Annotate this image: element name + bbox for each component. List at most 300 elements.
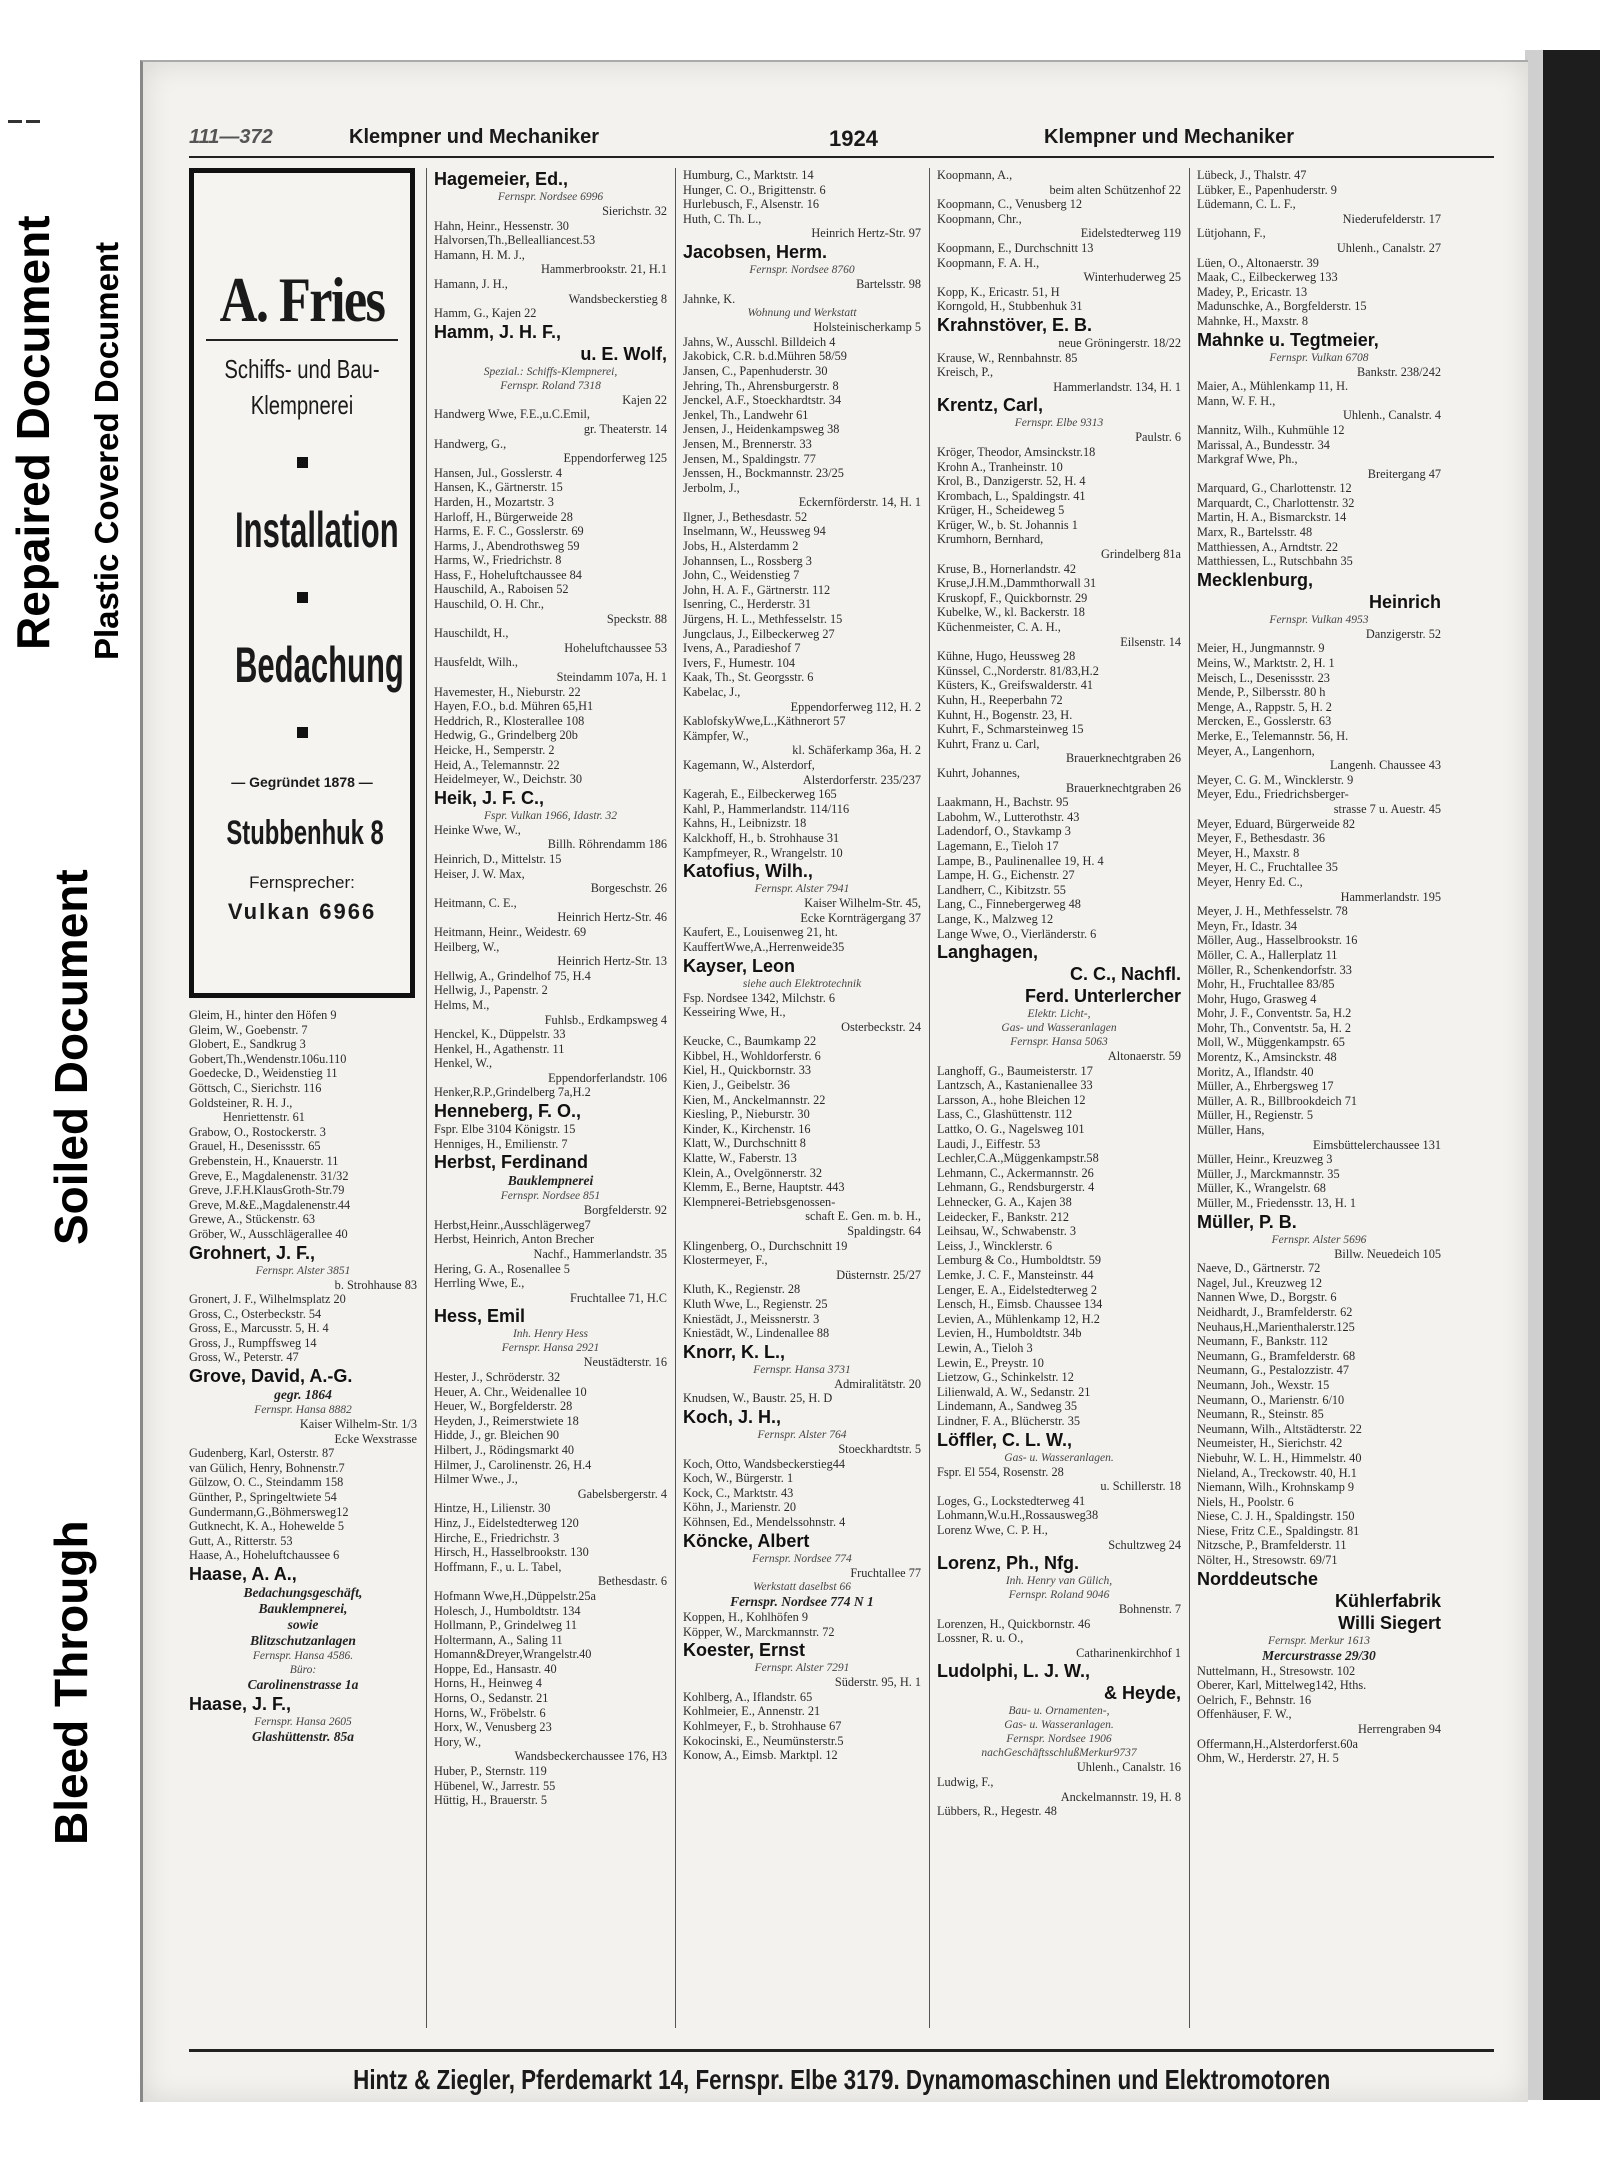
directory-entry: Havemester, H., Nieburstr. 22 [434,684,581,699]
directory-entry: Fspr. El 554, Rosenstr. 28 [937,1464,1064,1479]
directory-entry: Kniestädt, J., Meissnerstr. 3 [683,1311,820,1326]
directory-entry: Knudsen, W., Baustr. 25, H. D [683,1391,833,1406]
directory-entry: Krol, B., Danzigerstr. 52, H. 4 [937,474,1086,489]
directory-entry: Bartelsstr. 98 [856,276,921,291]
directory-entry: Anckelmannstr. 19, H. 8 [1060,1789,1181,1804]
directory-entry: Jenssen, H., Bockmannstr. 23/25 [683,466,844,481]
directory-entry: Hansen, Jul., Gosslerstr. 4 [434,465,563,480]
directory-entry: Kabelac, J., [683,685,741,699]
directory-entry: Herbst, Heinrich, Anton Brecher [434,1232,595,1247]
directory-entry: Henniges, H., Emilienstr. 7 [434,1136,568,1151]
directory-entry: Hunger, C. O., Brigittenstr. 6 [683,182,826,197]
directory-entry: Hollmann, P., Grindelweg 11 [434,1618,577,1633]
directory-entry: Hilbert, J., Rödingsmarkt 40 [434,1442,575,1457]
directory-entry: John, H. A. F., Gärtnerstr. 112 [683,582,831,597]
directory-entry: Müller, Heinr., Kreuzweg 3 [1197,1152,1333,1167]
directory-entry: Alsterdorferstr. 235/237 [802,772,921,787]
entry-detail: Fernspr. Alster 7291 [754,1662,850,1675]
directory-entry: Hidde, J., gr. Bleichen 90 [434,1428,559,1443]
directory-entry: Catharinenkirchhof 1 [1076,1645,1181,1660]
directory-entry: Haase, A., Hoheluftchaussee 6 [189,1548,340,1563]
directory-entry: Kniestädt, W., Lindenallee 88 [683,1326,830,1341]
directory-entry: Offermann,H.,Alsterdorferst.60a [1197,1736,1358,1751]
label-soiled: Soiled Document [45,869,97,1245]
directory-entry: Steindamm 107a, H. 1 [556,670,667,685]
directory-entry: Fspr. Elbe 3104 Königstr. 15 [434,1122,576,1137]
directory-entry: Meyer, H. C., Fruchtallee 35 [1197,860,1338,875]
directory-entry: Herrengraben 94 [1358,1722,1441,1737]
entry-heading: Knorr, K. L., [683,1341,786,1362]
directory-entry: Handwerg Wwe, F.E.,u.C.Emil, [434,407,591,422]
directory-entry: Hayen, F.O., b.d. Mühren 65,H1 [434,699,594,714]
ad-phone-label: Fernsprecher: [249,873,355,892]
label-plastic: Plastic Covered Document [88,241,125,660]
directory-entry: Gross, W., Peterstr. 47 [189,1350,299,1365]
directory-entry: Larsson, A., hohe Bleichen 12 [937,1092,1086,1107]
directory-entry: Lindner, F. A., Blücherstr. 35 [937,1413,1080,1428]
directory-entry: Lewin, A., Tieloh 3 [937,1340,1033,1355]
directory-entry: Müller, A., Ehrbergsweg 17 [1197,1079,1334,1094]
directory-entry: Ladendorf, O., Stavkamp 3 [937,824,1071,839]
directory-entry: Lange, K., Malzweg 12 [937,911,1054,926]
directory-entry: Holsteinischerkamp 5 [813,320,921,335]
column-4 [937,168,1181,2028]
entry-heading: C. C., Nachfl. [1069,964,1181,985]
directory-entry: Gabelsbergerstr. 4 [577,1486,667,1501]
directory-entry: Kibbel, H., Wohldorferstr. 6 [683,1048,821,1063]
directory-entry: Kien, M., Anckelmannstr. 22 [683,1092,826,1107]
directory-entry: Marquard, G., Charlottenstr. 12 [1197,481,1352,496]
directory-entry: Lorenzen, H., Quickbornstr. 46 [937,1616,1091,1631]
directory-entry: Hedwig, G., Grindelberg 20b [434,728,578,743]
directory-entry: Mannitz, Wilh., Kuhmühle 12 [1197,422,1345,437]
directory-entry: Spaldingstr. 64 [847,1224,921,1238]
directory-entry: Uhlenh., Canalstr. 27 [1336,240,1441,255]
directory-entry: Hamm, G., Kajen 22 [434,306,537,321]
entry-detail: Fernspr. Elbe 9313 [1014,417,1104,430]
entry-detail: Bau- u. Ornamenten-, [1008,1705,1110,1718]
directory-entry: strasse 7 u. Auestr. 45 [1333,801,1441,816]
directory-entry: Jenckel, A.F., Stoeckhardtstr. 34 [683,393,842,408]
directory-entry: Hauschild, O. H. Chr., [434,597,544,612]
directory-entry: Kühne, Hugo, Heussweg 28 [937,649,1076,664]
directory-entry: Lohmann,W.u.H.,Rossausweg38 [937,1508,1099,1523]
ad-bullet [297,592,308,603]
entry-heading: Hagemeier, Ed., [434,169,569,189]
page-header [189,124,1494,158]
directory-entry: Globert, E., Sandkrug 3 [189,1037,306,1052]
ad-rule [206,339,398,341]
directory-entry: Kaufert, E., Louisenweg 21, ht. [683,925,838,940]
directory-entry: Horns, O., Sedanstr. 21 [434,1691,549,1706]
directory-entry: Markgraf Wwe, Ph., [1197,452,1298,467]
entry-detail: Fernspr. Hansa 5063 [1010,1036,1108,1049]
directory-entry: Klein, A., Ovelgönnerstr. 32 [683,1165,823,1180]
directory-entry: Kruskopf, F., Quickbornstr. 29 [937,590,1088,605]
directory-entry: Greve, J.F.H.KlausGroth-Str.79 [189,1183,345,1198]
directory-entry: Merke, E., Telemannstr. 56, H. [1197,729,1349,743]
directory-entry: Konow, A., Eimsb. Marktpl. 12 [683,1748,838,1763]
directory-entry: Goedecke, D., Weidenstieg 11 [189,1066,338,1081]
directory-entry: Günther, P., Springeltwiete 54 [189,1490,337,1505]
directory-entry: Kuhnt, H., Bogenstr. 23, H. [937,707,1073,722]
directory-entry: Ivers, F., Humestr. 104 [683,655,796,670]
directory-entry: Klatte, W., Faberstr. 13 [683,1151,797,1166]
footer-advertisement [189,2049,1494,2096]
directory-entry: Mohr, J. F., Conventstr. 5a, H.2 [1197,1006,1352,1021]
entry-detail: Gas- u. Wasseranlagen. [1004,1451,1114,1464]
directory-entry: Kahl, P., Hammerlandstr. 114/116 [683,801,850,816]
directory-entry: Jerbolm, J., [683,480,740,495]
label-repaired: Repaired Document [7,215,59,650]
entry-detail: Fernspr. Nordsee 6996 [497,191,604,203]
margin-tick [8,120,22,123]
directory-entry: Harden, H., Mozartstr. 3 [434,494,554,509]
directory-entry: Kohlmeyer, F., b. Strohhause 67 [683,1719,842,1734]
directory-entry: Heidelmeyer, W., Deichstr. 30 [434,772,583,787]
entry-heading: Koester, Ernst [683,1640,806,1661]
directory-entry: Lagemann, E., Tieloh 17 [937,838,1059,853]
directory-entry: Gronert, J. F., Wilhelmsplatz 20 [189,1292,346,1307]
entry-heading: Mecklenburg, [1197,569,1314,590]
entry-detail: Bauklempnerei [507,1173,594,1189]
ad-line2: Klempnerei [250,390,354,420]
directory-entry: Helms, M., [434,997,490,1012]
entry-heading: Hamm, J. H. F., [434,321,562,342]
directory-entry: Herbst,Heinr.,Ausschlägerweg7 [434,1217,591,1232]
directory-entry: Krüger, H., Scheideweg 5 [937,503,1065,518]
directory-entry: Heinrich, D., Mittelstr. 15 [434,851,562,866]
directory-entry: Matthiessen, L., Rutschbahn 35 [1197,554,1353,569]
directory-entry: Naeve, D., Gärtnerstr. 72 [1197,1261,1321,1276]
entry-heading: Haase, J. F., [189,1694,292,1714]
directory-entry: Lewin, E., Preystr. 10 [937,1355,1044,1370]
directory-entry: Lehmann, G., Rendsburgerstr. 4 [937,1180,1095,1195]
directory-entry: Martin, H. A., Bismarckstr. 14 [1197,510,1347,525]
directory-entry: Eckernförderstr. 14, H. 1 [798,495,921,510]
directory-entry: Klemm, E., Berne, Hauptstr. 443 [683,1180,845,1195]
entry-heading: Mahnke u. Tegtmeier, [1197,329,1379,350]
directory-entry: u. Schillerstr. 18 [1100,1479,1181,1494]
directory-entry: Jobs, H., Alsterdamm 2 [683,539,799,554]
directory-entry: Hofmann Wwe,H.,Düppelstr.25a [434,1588,596,1603]
directory-entry: Müller, A. R., Billbrookdeich 71 [1197,1093,1358,1108]
directory-entry: Kagemann, W., Alsterdorf, [683,757,815,772]
entry-detail: Carolinenstrasse 1a [247,1677,359,1692]
advertisement-box [189,168,415,998]
entry-detail: Fernspr. Merkur 1613 [1268,1634,1370,1647]
directory-entry: Möller, R., Schenkendorfstr. 33 [1197,962,1352,977]
directory-entry: Niebuhr, W. L. H., Himmelstr. 40 [1197,1450,1362,1465]
directory-entry: Heinrich Hertz-Str. 13 [557,954,667,969]
directory-entry: Meyer, H., Maxstr. 8 [1197,845,1300,860]
directory-entry: Hauschildt, H., [434,626,509,641]
entry-heading: Langhagen, [937,942,1039,963]
directory-entry: Ivens, A., Paradieshof 7 [683,641,801,656]
directory-entry: Kahns, H., Leibnizstr. 18 [683,816,807,831]
directory-entry: Meyer, Henry Ed. C., [1197,874,1303,889]
directory-entry: Hauschild, A., Raboisen 52 [434,582,569,597]
entry-detail: Fernspr. Alster 3851 [255,1264,351,1277]
directory-entry: Hinz, J., Eidelstedterweg 120 [434,1515,579,1530]
directory-entry: Lehmann, C., Ackermannstr. 26 [937,1165,1094,1180]
entry-heading: Henneberg, F. O., [434,1101,582,1122]
entry-detail: Fernspr. Alster 5696 [1271,1233,1367,1246]
directory-entry: schaft E. Gen. m. b. H., [805,1209,921,1224]
directory-entry: Kuhrt, Franz u. Carl, [937,736,1040,751]
directory-entry: Grauel, H., Desenissstr. 65 [189,1139,321,1154]
entry-heading: Krahnstöver, E. B. [937,314,1093,335]
directory-entry: Wandsbeckerchaussee 176, H3 [514,1749,667,1764]
entry-detail: Fernspr. Vulkan 4953 [1269,613,1369,626]
directory-entry: Levien, A., Mühlenkamp 12, H.2 [937,1311,1100,1326]
directory-entry: Kien, J., Geibelstr. 36 [683,1078,790,1093]
entry-heading: Herbst, Ferdinand [434,1152,589,1173]
directory-entry: Neumann, Wilh., Altstädterstr. 22 [1197,1421,1362,1436]
ad-service-installation: Installation [235,502,399,558]
directory-entry: Kuhrt, Johannes, [937,765,1020,780]
entry-detail: Fernspr. Roland 7318 [500,379,601,392]
entry-heading: Kayser, Leon [683,955,796,976]
column-5 [1197,168,1441,2028]
directory-entry: van Gülich, Henry, Bohnenstr.7 [189,1460,345,1475]
directory-columns [189,168,1494,2038]
directory-entry: Lensch, H., Eimsb. Chaussee 134 [937,1297,1103,1312]
directory-entry: Nagel, Jul., Kreuzweg 12 [1197,1275,1322,1290]
directory-entry: Jungclaus, J., Eilbeckerweg 27 [683,626,835,641]
directory-entry: Kock, C., Marktstr. 43 [683,1485,794,1500]
directory-entry: Neumann, R., Steinstr. 85 [1197,1407,1324,1422]
entry-detail: Wohnung und Werkstatt [747,307,857,320]
header-year: 1924 [829,126,878,151]
directory-entry: Lilienwald, A. W., Sedanstr. 21 [937,1384,1091,1399]
directory-entry: Gobert,Th.,Wendenstr.106u.110 [189,1051,347,1066]
entry-heading: Lorenz, Ph., Nfg. [937,1553,1079,1574]
entry-detail: Gas- und Wasseranlagen [1001,1022,1117,1035]
directory-entry: Langhoff, G., Baumeisterstr. 17 [937,1063,1093,1078]
directory-entry: Grabow, O., Rostockerstr. 3 [189,1124,326,1139]
directory-entry: Kopp, K., Ericastr. 51, H [937,284,1060,299]
entry-heading: Hess, Emil [434,1306,526,1327]
directory-entry: Lang, C., Finnebergerweg 48 [937,897,1081,912]
directory-entry: Gleim, H., hinter den Höfen 9 [189,1008,337,1022]
entry-detail: Bedachungsgeschäft, [243,1585,363,1600]
next-page-edge [1525,50,1600,2100]
directory-entry: Levien, H., Humboldtstr. 34b [937,1326,1082,1341]
directory-entry: Eppendorferweg 125 [563,451,667,466]
directory-entry: Neustädterstr. 16 [583,1355,667,1370]
ad-company-name: A. Fries [219,264,385,335]
directory-entry: Hansen, K., Gärtnerstr. 15 [434,480,563,495]
directory-entry: Leihsau, W., Schwabenstr. 3 [937,1224,1077,1239]
directory-entry: Klostermeyer, F., [683,1253,768,1268]
directory-entry: Neuhaus,H.,Marienthalerstr.125 [1197,1319,1355,1334]
directory-entry: Müller, M., Friedensstr. 13, H. 1 [1197,1196,1357,1210]
entry-detail: Elektr. Licht-, [1027,1008,1091,1021]
directory-entry: Meyer, A., Langenhorn, [1197,743,1315,758]
directory-entry: Offenhäuser, F. W., [1197,1707,1292,1722]
directory-entry: Langenh. Chaussee 43 [1330,758,1441,773]
directory-entry: Heitmann, Heinr., Weidestr. 69 [434,924,587,939]
directory-entry: Gross, J., Rumpffsweg 14 [189,1335,317,1350]
entry-detail: Gas- u. Wasseranlagen. [1004,1719,1114,1732]
margin-tick [26,120,40,123]
directory-entry: Bankstr. 238/242 [1356,364,1441,379]
entry-detail: Fernspr. Alster 7941 [754,883,850,896]
directory-entry: Müller, J., Marckmannstr. 35 [1197,1166,1340,1181]
entry-detail: Bauklempnerei, [258,1601,348,1616]
directory-entry: Lüdemann, C. L. F., [1197,197,1296,212]
entry-heading: Löffler, C. L. W., [937,1429,1072,1450]
directory-entry: Hintze, H., Lilienstr. 30 [434,1501,551,1516]
directory-entry: Gutknecht, K. A., Hohewelde 5 [189,1519,345,1534]
directory-entry: Nieland, A., Treckowstr. 40, H.1 [1197,1465,1357,1480]
directory-entry: Jahns, W., Ausschl. Billdeich 4 [683,334,836,349]
directory-entry: Göttsch, C., Sierichstr. 116 [189,1080,322,1095]
directory-entry: Uhlenh., Canalstr. 16 [1076,1760,1181,1775]
directory-entry: Moritz, A., Iflandstr. 40 [1197,1064,1314,1079]
directory-entry: Grewe, A., Stückenstr. 63 [189,1212,316,1227]
directory-entry: Müller, Hans, [1197,1123,1265,1138]
directory-entry: Maier, A., Mühlenkamp 11, H. [1197,379,1349,394]
directory-entry: Loges, G., Lockstedterweg 41 [937,1493,1086,1508]
directory-entry: Müller, K., Wrangelstr. 68 [1197,1181,1326,1196]
directory-entry: Handwerg, G., [434,436,507,451]
directory-entry: Ecke Wexstrasse [334,1431,417,1446]
directory-entry: Paulstr. 6 [1135,430,1181,445]
directory-entry: Korngold, H., Stubbenhuk 31 [937,299,1083,314]
directory-entry: Lübbers, R., Hegestr. 48 [937,1804,1057,1819]
directory-entry: Fruchtallee 71, H.C [570,1290,667,1305]
header-title-left: Klempner und Mechaniker [349,126,600,148]
directory-entry: Danzigerstr. 52 [1365,626,1441,641]
entry-detail: Büro: [289,1664,317,1676]
directory-entry: Kalckhoff, H., b. Strohhause 31 [683,830,840,845]
entry-heading: Ludolphi, L. J. W., [937,1661,1090,1682]
directory-entry: Meyer, J. H., Methfesselstr. 78 [1197,904,1348,919]
directory-entry: Kuhrt, F., Schmarsteinweg 15 [937,722,1084,737]
directory-entry: Jensen, M., Spaldingstr. 77 [683,451,816,466]
directory-entry: Hammerlandstr. 134, H. 1 [1053,379,1181,394]
directory-entry: Hausfeldt, Wilh., [434,655,518,670]
directory-entry: Krombach, L., Spaldingstr. 41 [937,488,1086,503]
directory-entry: Hester, J., Schröderstr. 32 [434,1370,561,1384]
entry-detail: Glashüttenstr. 85a [251,1729,355,1744]
directory-entry: Kröger, Theodor, Amsinckstr.18 [937,444,1096,459]
directory-entry: Lübeck, J., Thalstr. 47 [1197,168,1307,182]
entry-heading: Müller, P. B. [1197,1211,1297,1232]
directory-entry: Mohr, H., Fruchtallee 83/85 [1197,977,1335,992]
directory-entry: Gleim, W., Goebenstr. 7 [189,1022,308,1037]
column-rule [929,168,930,2028]
directory-entry: Brauerknechtgraben 26 [1065,751,1181,766]
directory-entry: Humburg, C., Marktstr. 14 [683,168,814,182]
directory-entry: Koopmann, Chr., [937,211,1022,226]
entry-detail: Fernspr. Nordsee 8760 [749,263,855,276]
directory-entry: Grebenstein, H., Knauerstr. 11 [189,1153,339,1168]
directory-entry: Goldsteiner, R. H. J., [189,1095,293,1110]
directory-entry: Eimsbüttelerchaussee 131 [1312,1137,1441,1152]
directory-entry: Koopmann, A., [937,168,1013,182]
directory-entry: Heinke Wwe, W., [434,822,521,837]
column-1 [189,168,417,2028]
directory-entry: Harloff, H., Bürgerweide 28 [434,509,573,524]
directory-entry: Greve, M.&E.,Magdalenenstr.44 [189,1197,351,1212]
directory-entry: Jürgens, H. L., Methfesselstr. 15 [683,612,843,627]
directory-entry: Heuer, A. Chr., Weidenallee 10 [434,1384,587,1399]
directory-entry: Horns, W., Fröbelstr. 6 [434,1705,546,1720]
directory-entry: Lampe, B., Paulinenallee 19, H. 4 [937,853,1104,868]
ad-service-roofing: Bedachung [235,637,404,693]
directory-entry: Neumann, G., Bramfelderstr. 68 [1197,1348,1356,1363]
directory-entry: Kluth Wwe, L., Regienstr. 25 [683,1296,828,1311]
directory-entry: Meier, H., Jungmannstr. 9 [1197,641,1325,656]
directory-entry: Moll, W., Müggenkampstr. 65 [1197,1035,1345,1050]
column-rule [426,168,427,2028]
entry-detail: Fernspr. Nordsee 774 N 1 [730,1594,874,1610]
directory-entry: Kaiser Wilhelm-Str. 1/3 [299,1417,417,1432]
directory-entry: Lange Wwe, O., Vierländerstr. 6 [937,926,1097,941]
directory-entry: Müller, H., Regienstr. 5 [1197,1108,1313,1123]
directory-entry: Kubelke, W., kl. Backerstr. 18 [937,605,1085,620]
directory-entry: Laakmann, H., Bachstr. 95 [937,795,1069,810]
directory-entry: Marx, R., Bartelsstr. 48 [1197,525,1313,540]
directory-entry: Mohr, Th., Conventstr. 5a, H. 2 [1197,1020,1352,1035]
directory-entry: Heiser, J. W. Max, [434,866,525,881]
directory-entry: Lossner, R. u. O., [937,1631,1024,1646]
column-2 [434,168,667,2028]
directory-entry: Lietzow, G., Schinkelstr. 12 [937,1370,1074,1385]
directory-entry: gr. Theaterstr. 14 [583,421,667,436]
directory-entry: Neumann, Joh., Wexstr. 15 [1197,1377,1330,1392]
directory-entry: Jahnke, K. [683,291,736,306]
entry-detail: Fernspr. Nordsee 774 [752,1552,852,1565]
directory-entry: Lenger, E. A., Eidelstedterweg 2 [937,1282,1097,1297]
directory-entry: Labohm, W., Lutterothstr. 43 [937,809,1080,824]
directory-entry: Kaak, Th., St. Georgsstr. 6 [683,670,814,685]
directory-entry: Borgeschstr. 26 [590,881,667,896]
directory-entry: Hory, W., [434,1734,482,1749]
directory-entry: Köpper, W., Marckmannstr. 72 [683,1624,835,1639]
directory-entry: John, C., Weidenstieg 7 [683,568,800,583]
directory-entry: Lantzsch, A., Kastanienallee 33 [937,1078,1093,1093]
entry-heading: & Heyde, [1103,1683,1181,1704]
directory-entry: Möller, C. A., Hallerplatz 11 [1197,947,1338,962]
entry-detail: Spezial.: Schiffs-Klempnerei, [483,365,618,378]
directory-entry: Jensen, M., Brennerstr. 33 [683,436,812,451]
directory-entry: Lehnecker, G. A., Kajen 38 [937,1195,1072,1210]
directory-entry: Hoffmann, F., u. L. Tabel, [434,1559,562,1574]
directory-entry: Gross, C., Osterbeckstr. 54 [189,1306,322,1321]
directory-entry: Laudi, J., Eiffestr. 53 [937,1136,1041,1151]
directory-entry: Kluth, K., Regienstr. 28 [683,1282,801,1297]
directory-entry: Klingenberg, O., Durchschnitt 19 [683,1238,848,1253]
directory-entry: Hoheluftchaussee 53 [564,640,667,655]
directory-entry: Eppendorferlandstr. 106 [548,1070,667,1085]
directory-entry: Kämpfer, W., [683,728,749,743]
entry-detail: nachGeschäftsschlußMerkur9737 [981,1747,1137,1760]
column-rule [675,168,676,2028]
ad-bullet [297,727,308,738]
condition-labels [0,0,140,2177]
directory-entry: Ludwig, F., [937,1775,994,1790]
directory-entry: Niese, Fritz C.E., Spaldingstr. 81 [1197,1523,1360,1538]
directory-entry: Meins, W., Marktstr. 2, H. 1 [1197,656,1335,671]
directory-entry: neue Gröningerstr. 18/22 [1058,335,1181,350]
directory-entry: KablofskyWwe,L.,Käthnerort 57 [683,714,846,729]
entry-heading: Heik, J. F. C., [434,787,545,808]
entry-detail: Mercurstrasse 29/30 [1262,1647,1376,1663]
